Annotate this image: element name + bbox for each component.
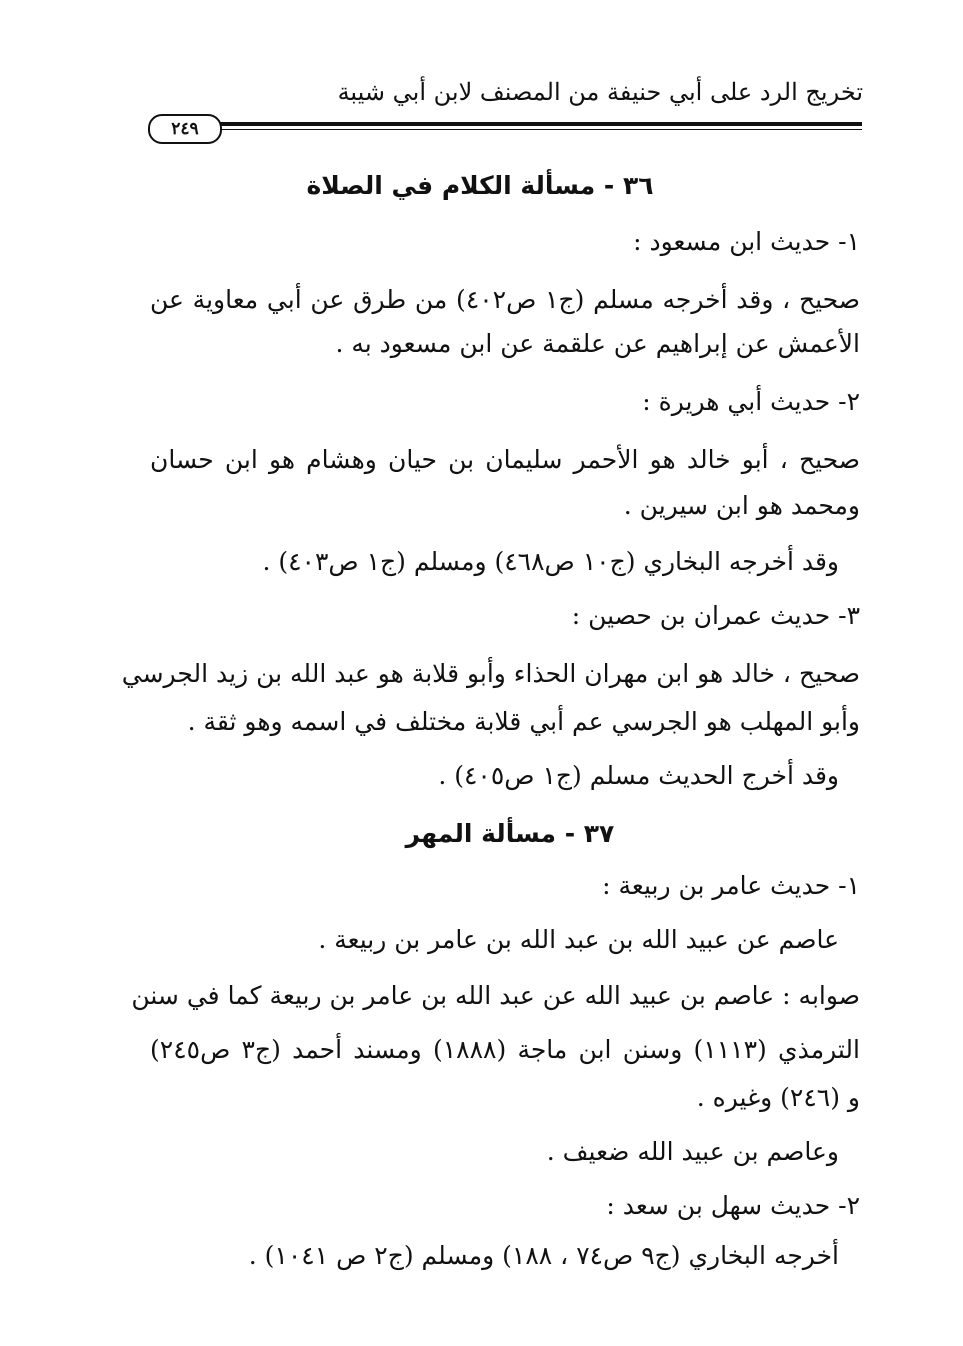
paragraph-line: وعاصم بن عبيد الله ضعيف . (546, 1137, 839, 1166)
paragraph-line: و (٢٤٦) وغيره . (696, 1083, 860, 1112)
hadith-heading-ibn-masud: ١- حديث ابن مسعود : (633, 227, 860, 256)
running-title: تخريج الرد على أبي حنيفة من المصنف لابن أبي شيبة (337, 78, 863, 106)
hadith-heading-amir: ١- حديث عامر بن ربيعة : (602, 871, 860, 900)
paragraph-line: عاصم عن عبيد الله بن عبد الله بن عامر بن ربيعة . (318, 925, 839, 954)
paragraph-line: وأبو المهلب هو الجرسي عم أبي قلابة مختلف في اسمه وهو ثقة . (187, 707, 860, 736)
paragraph-line: صوابه : عاصم بن عبيد الله عن عبد الله بن عامر بن ربيعة كما في سنن (131, 981, 860, 1010)
paragraph-line: أخرجه البخاري (ج٩ ص٧٤ ، ١٨٨) ومسلم (ج٢ ص ١٠٤١) . (248, 1241, 839, 1270)
paragraph-line: الترمذي (١١١٣) وسنن ابن ماجة (١٨٨٨) ومسند أحمد (ج٣ ص٢٤٥) (150, 1035, 860, 1064)
header-rule (148, 114, 862, 144)
header-rule-thin (214, 129, 862, 130)
paragraph-line: ومحمد هو ابن سيرين . (623, 491, 860, 520)
paragraph-line: وقد أخرج الحديث مسلم (ج١ ص٤٠٥) . (438, 761, 839, 790)
header-rule-thick (214, 122, 862, 126)
page-number-badge: ٢٤٩ (148, 114, 222, 144)
paragraph-line: وقد أخرجه البخاري (ج١٠ ص٤٦٨) ومسلم (ج١ ص٤٠٣) . (262, 547, 839, 576)
hadith-heading-imran: ٣- حديث عمران بن حصين : (571, 601, 860, 630)
paragraph-line: صحيح ، أبو خالد هو الأحمر سليمان بن حيان وهشام هو ابن حسان (150, 445, 860, 474)
section-title-37: ٣٧ - مسألة المهر (405, 819, 615, 848)
paragraph-line: صحيح ، وقد أخرجه مسلم (ج١ ص٤٠٢) من طرق عن أبي معاوية عن (150, 285, 861, 314)
hadith-heading-abu-hurayra: ٢- حديث أبي هريرة : (642, 387, 860, 416)
paragraph-line: الأعمش عن إبراهيم عن علقمة عن ابن مسعود به . (335, 329, 860, 358)
hadith-heading-sahl: ٢- حديث سهل بن سعد : (606, 1191, 860, 1220)
section-title-36: ٣٦ - مسألة الكلام في الصلاة (306, 171, 654, 200)
paragraph-line: صحيح ، خالد هو ابن مهران الحذاء وأبو قلابة هو عبد الله بن زيد الجرسي (121, 659, 860, 688)
